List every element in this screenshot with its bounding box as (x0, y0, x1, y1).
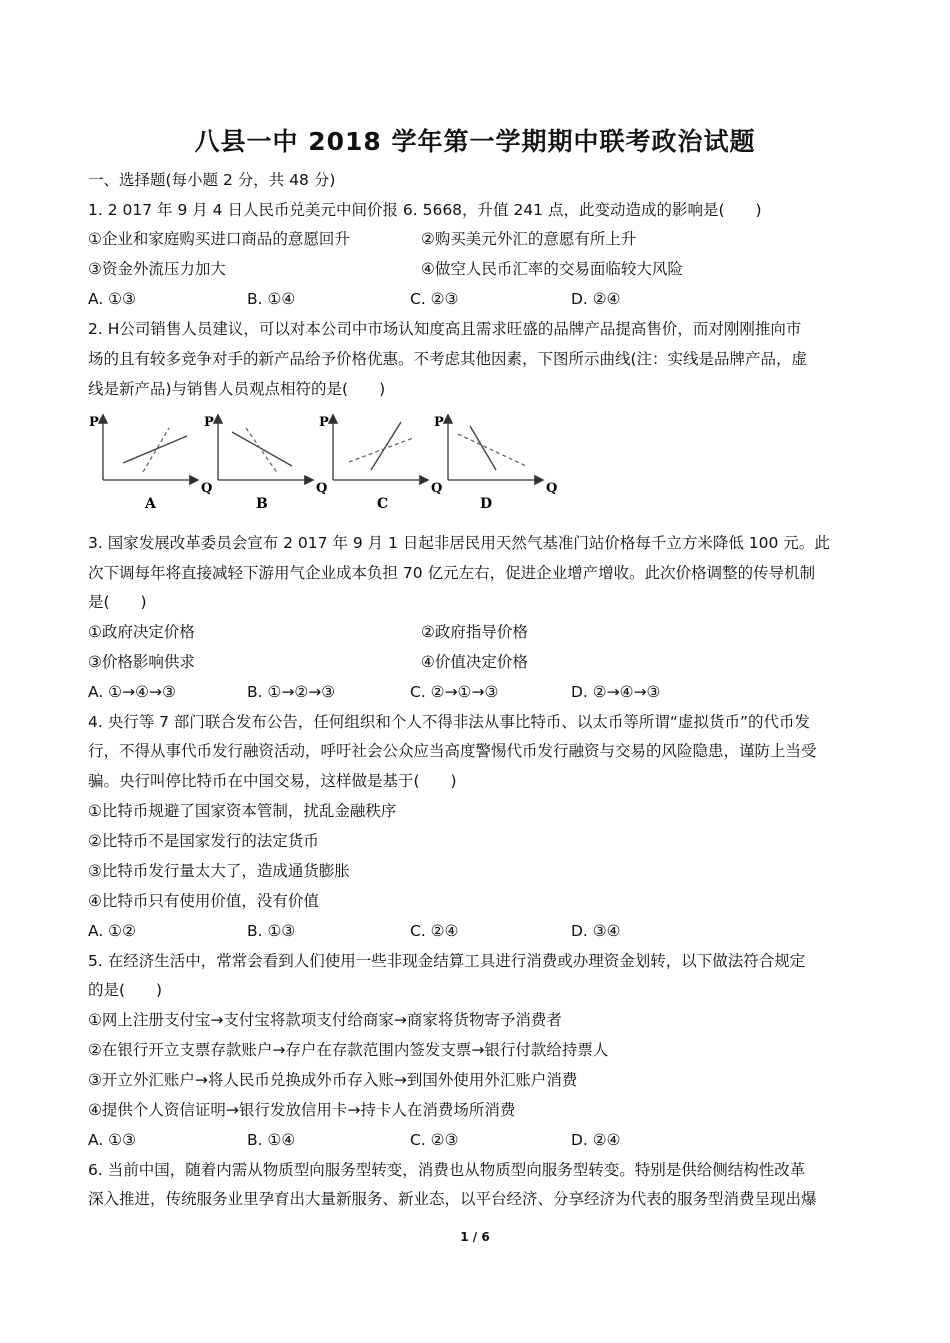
q3-stem-line: 3. 国家发展改革委员会宣布 2 017 年 9 月 1 日起非居民用天然气基准门站价格每千立方米降低 100 元。此 (88, 534, 830, 552)
q4-choice: A. ①② (88, 922, 136, 940)
q2-stem-line: 场的且有较多竞争对手的新产品给予价格优惠。不考虑其他因素，下图所示曲线(注：实线是品牌产品，虚 (88, 350, 808, 368)
graph-panel-a (89, 415, 212, 512)
q1-item: ③资金外流压力加大 (88, 260, 226, 278)
q2-curve-graphs (85, 408, 558, 516)
q2-stem-line: 线是新产品)与销售人员观点相符的是( ) (88, 380, 386, 398)
panel-label: D (480, 496, 493, 512)
q3-choice: C. ②→①→③ (410, 683, 499, 701)
q5-stem-line: 5. 在经济生活中，常常会看到人们使用一些非现金结算工具进行消费或办理资金划转，以下做法符合规定 (88, 952, 806, 970)
q4-item: ④比特币只有使用价值，没有价值 (88, 892, 319, 910)
q5-choice: D. ②④ (571, 1131, 621, 1149)
panel-label: A (145, 496, 156, 512)
q3-stem-line: 是( ) (88, 593, 147, 611)
q2-stem-line: 2. H公司销售人员建议，可以对本公司中市场认知度高且需求旺盛的品牌产品提高售价，而对刚刚推向市 (88, 320, 802, 338)
q6-stem-line: 6. 当前中国，随着内需从物质型向服务型转变，消费也从物质型向服务型转变。特别是供给侧结构性改革 (88, 1161, 806, 1179)
q5-item: ①网上注册支付宝→支付宝将款项支付给商家→商家将货物寄予消费者 (88, 1011, 562, 1029)
solid-curve (470, 426, 496, 470)
q1-choice: A. ①③ (88, 290, 136, 308)
q4-item: ②比特币不是国家发行的法定货币 (88, 832, 319, 850)
q4-stem-line: 4. 央行等 7 部门联合发布公告，任何组织和个人不得非法从事比特币、以太币等所谓“虚拟货币”的代币发 (88, 713, 810, 731)
q4-choice: B. ①③ (247, 922, 296, 940)
page-title: 八县一中 2018 学年第一学期期中联考政治试题 (194, 127, 756, 156)
graph-panel-d (434, 415, 557, 512)
x-axis-label: Q (201, 481, 213, 496)
dashed-curve (458, 434, 526, 466)
q4-stem-line: 骗。央行叫停比特币在中国交易，这样做是基于( ) (88, 772, 457, 790)
q1-stem: 1. 2 017 年 9 月 4 日人民币兑美元中间价报 6. 5668，升值 241 点，此变动造成的影响是( ) (88, 201, 762, 219)
q4-item: ①比特币规避了国家资本管制，扰乱金融秩序 (88, 802, 397, 820)
q3-stem-line: 次下调每年将直接减轻下游用气企业成本负担 70 亿元左右，促进企业增产增收。此次价格调整的传导机制 (88, 564, 816, 582)
x-axis-label: Q (546, 481, 558, 496)
solid-curve (371, 422, 401, 470)
q1-choice: B. ①④ (247, 290, 296, 308)
q4-item: ③比特币发行量太大了，造成通货膨胀 (88, 862, 350, 880)
q5-item: ④提供个人资信证明→银行发放信用卡→持卡人在消费场所消费 (88, 1101, 516, 1119)
q5-item: ③开立外汇账户→将人民币兑换成外币存入账→到国外使用外汇账户消费 (88, 1071, 578, 1089)
x-axis-label: Q (316, 481, 328, 496)
q1-item: ②购买美元外汇的意愿有所上升 (421, 230, 637, 248)
q3-choice: D. ②→④→③ (571, 683, 661, 701)
y-axis-label: P (204, 415, 214, 430)
q3-item: ③价格影响供求 (88, 653, 195, 671)
dashed-curve (349, 438, 413, 462)
q5-stem-line: 的是( ) (88, 981, 163, 999)
solid-curve (123, 436, 187, 463)
section-heading: 一、选择题(每小题 2 分，共 48 分) (88, 171, 336, 189)
y-axis-label: P (434, 415, 444, 430)
q3-item: ①政府决定价格 (88, 623, 195, 641)
q1-item: ①企业和家庭购买进口商品的意愿回升 (88, 230, 350, 248)
q4-stem-line: 行，不得从事代币发行融资活动，呼吁社会公众应当高度警惕代币发行融资与交易的风险隐患，谨防上当受 (88, 742, 817, 760)
graph-panel-c (319, 415, 442, 512)
q1-choice: D. ②④ (571, 290, 621, 308)
graph-panel-b (204, 415, 327, 512)
y-axis-label: P (319, 415, 329, 430)
solid-curve (232, 432, 292, 466)
q1-choice: C. ②③ (410, 290, 459, 308)
q3-choice: B. ①→②→③ (247, 683, 336, 701)
q3-item: ④价值决定价格 (421, 653, 528, 671)
q5-choice: C. ②③ (410, 1131, 459, 1149)
panel-label: B (256, 496, 268, 512)
q5-item: ②在银行开立支票存款账户→存户在存款范围内签发支票→银行付款给持票人 (88, 1041, 609, 1059)
q6-stem-line: 深入推进，传统服务业里孕育出大量新服务、新业态，以平台经济、分享经济为代表的服务型消费呈现出爆 (88, 1190, 817, 1208)
q5-choice: A. ①③ (88, 1131, 136, 1149)
dashed-curve (246, 428, 278, 474)
dashed-curve (143, 428, 169, 472)
page-number: 1 / 6 (460, 1230, 490, 1244)
q3-item: ②政府指导价格 (421, 623, 528, 641)
x-axis-label: Q (431, 481, 443, 496)
panel-label: C (377, 496, 389, 512)
q5-choice: B. ①④ (247, 1131, 296, 1149)
q1-item: ④做空人民币汇率的交易面临较大风险 (421, 260, 683, 278)
q3-choice: A. ①→④→③ (88, 683, 176, 701)
q4-choice: D. ③④ (571, 922, 621, 940)
q4-choice: C. ②④ (410, 922, 459, 940)
y-axis-label: P (89, 415, 99, 430)
